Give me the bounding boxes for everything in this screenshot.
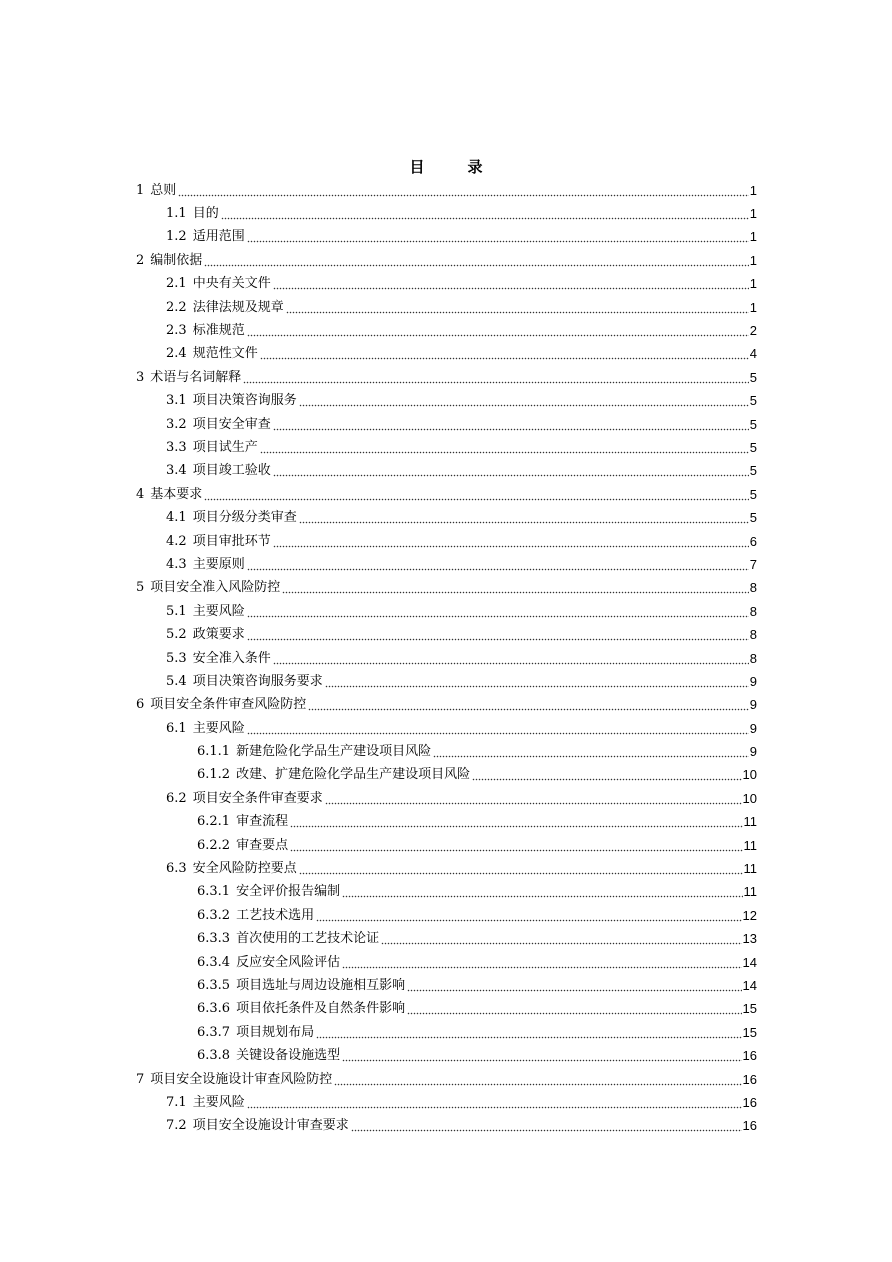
toc-entry[interactable] (136, 343, 757, 366)
toc-entry[interactable] (136, 202, 757, 225)
toc-entry-page: 1 (749, 252, 757, 268)
toc-entry-label: 标准规范 (192, 323, 245, 339)
toc-entry[interactable] (136, 436, 757, 459)
toc-title: 目 录 (409, 158, 497, 176)
toc-entry-label: 新建危险化学品生产建设项目风险 (236, 744, 432, 760)
toc-dot-leader (221, 207, 749, 221)
toc-entry-label: 总则 (150, 182, 177, 198)
toc-dot-leader (472, 768, 741, 782)
toc-entry-number: 4.3 (166, 556, 187, 572)
toc-entry-page: 10 (742, 790, 757, 806)
toc-entry-label: 安全准入条件 (192, 650, 271, 666)
toc-entry-page: 8 (749, 580, 757, 596)
toc-entry-page: 10 (742, 767, 757, 783)
toc-entry-page: 2 (749, 323, 757, 339)
toc-entry-page: 5 (749, 439, 757, 455)
toc-entry-number: 7 (136, 1071, 145, 1087)
toc-entry-label: 术语与名词解释 (150, 369, 242, 385)
toc-dot-leader (299, 394, 749, 408)
toc-entry-number: 6.3.4 (197, 954, 231, 970)
toc-entry-label: 目的 (192, 206, 219, 222)
toc-entry-number: 3.1 (166, 393, 187, 409)
toc-entry-number: 6.3.5 (197, 977, 231, 993)
toc-entry[interactable] (136, 834, 757, 857)
toc-entry-number: 6.3.8 (197, 1048, 231, 1064)
toc-dot-leader (273, 652, 749, 666)
toc-entry-page: 5 (749, 463, 757, 479)
toc-entry[interactable] (136, 1091, 757, 1114)
toc-entry[interactable] (136, 904, 757, 927)
toc-dot-leader (273, 535, 749, 549)
toc-entry-page: 5 (749, 486, 757, 502)
toc-entry[interactable] (136, 647, 757, 670)
toc-entry-page: 11 (743, 814, 757, 830)
toc-entry-page: 5 (749, 369, 757, 385)
toc-entry-label: 项目分级分类审查 (192, 510, 297, 526)
toc-entry-number: 7.2 (166, 1118, 187, 1134)
toc-entry-number: 6.3.2 (197, 907, 231, 923)
toc-entry[interactable] (136, 483, 757, 506)
toc-entry[interactable] (136, 366, 757, 389)
toc-entry-page: 11 (743, 884, 757, 900)
toc-entry-label: 编制依据 (150, 252, 203, 268)
toc-entry[interactable] (136, 951, 757, 974)
toc-entry-number: 5 (136, 580, 145, 596)
toc-entry-number: 6.2.2 (197, 837, 231, 853)
toc-dot-leader (247, 722, 749, 736)
toc-dot-leader (247, 558, 749, 572)
toc-entry-label: 法律法规及规章 (192, 299, 284, 315)
toc-entry-page: 8 (749, 603, 757, 619)
toc-entry-label: 项目依托条件及自然条件影响 (236, 1001, 406, 1017)
toc-entry-page: 11 (743, 837, 757, 853)
toc-entry-label: 政策要求 (192, 627, 245, 643)
toc-entry-label: 审查流程 (236, 814, 289, 830)
toc-dot-leader (381, 932, 741, 946)
toc-entry-number: 6.2 (166, 790, 187, 806)
toc-dot-leader (342, 956, 741, 970)
toc-entry-label: 项目审批环节 (192, 533, 271, 549)
toc-entry[interactable] (136, 998, 757, 1021)
toc-entry-number: 5.3 (166, 650, 187, 666)
toc-entry-label: 反应安全风险评估 (236, 954, 341, 970)
toc-dot-leader (273, 277, 749, 291)
toc-entry[interactable] (136, 1115, 757, 1138)
toc-dot-leader (342, 1049, 741, 1063)
toc-entry-number: 5.1 (166, 603, 187, 619)
toc-entry[interactable] (136, 1044, 757, 1067)
toc-entry[interactable] (136, 577, 757, 600)
toc-entry-label: 基本要求 (150, 486, 203, 502)
toc-dot-leader (299, 862, 743, 876)
toc-entry-label: 项目规划布局 (236, 1024, 315, 1040)
toc-dot-leader (316, 1026, 741, 1040)
toc-entry[interactable] (136, 413, 757, 436)
toc-entry-page: 15 (742, 1001, 757, 1017)
toc-entry[interactable] (136, 530, 757, 553)
toc-entry-label: 关键设备设施选型 (236, 1048, 341, 1064)
toc-entry-label: 中央有关文件 (192, 276, 271, 292)
toc-entry-page: 1 (749, 299, 757, 315)
toc-dot-leader (273, 464, 749, 478)
toc-entry-number: 2.2 (166, 299, 187, 315)
toc-entry-label: 安全评价报告编制 (236, 884, 341, 900)
toc-entry-number: 5.4 (166, 673, 187, 689)
toc-entry-page: 11 (743, 861, 757, 877)
toc-entry[interactable] (136, 881, 757, 904)
toc-entry-number: 6.2.1 (197, 814, 231, 830)
toc-entry-number: 6.1 (166, 720, 187, 736)
toc-entry-page: 8 (749, 650, 757, 666)
toc-dot-leader (308, 698, 748, 712)
toc-entry[interactable] (136, 460, 757, 483)
toc-entry-page: 16 (742, 1094, 757, 1110)
toc-entry-label: 项目安全设施设计审查要求 (192, 1118, 349, 1134)
toc-entry-number: 6.1.2 (197, 767, 231, 783)
toc-entry-page: 16 (742, 1118, 757, 1134)
toc-dot-leader (204, 488, 748, 502)
toc-dot-leader (247, 1096, 742, 1110)
toc-entry-label: 项目决策咨询服务 (192, 393, 297, 409)
toc-entry-page: 8 (749, 627, 757, 643)
toc-entry-label: 主要风险 (192, 1094, 245, 1110)
toc-dot-leader (342, 885, 742, 899)
toc-entry-number: 5.2 (166, 627, 187, 643)
toc-entry-number: 6.1.1 (197, 744, 231, 760)
toc-entry-label: 项目选址与周边设施相互影响 (236, 977, 406, 993)
toc-entry-number: 6.3.7 (197, 1024, 231, 1040)
toc-entry-page: 1 (749, 182, 757, 198)
toc-entry-page: 13 (742, 931, 757, 947)
toc-entry-number: 6.3.6 (197, 1001, 231, 1017)
toc-entry-number: 6.3 (166, 861, 187, 877)
toc-entry-page: 9 (749, 673, 757, 689)
toc-entry-page: 14 (742, 954, 757, 970)
toc-dot-leader (273, 418, 749, 432)
toc-entry-number: 6.3.1 (197, 884, 231, 900)
toc-entry-page: 9 (749, 697, 757, 713)
toc-entry-page: 16 (742, 1071, 757, 1087)
toc-entry[interactable] (136, 390, 757, 413)
toc-entry-page: 9 (749, 720, 757, 736)
table-of-contents (136, 179, 757, 1138)
toc-dot-leader (299, 511, 749, 525)
toc-entry[interactable] (136, 811, 757, 834)
toc-dot-leader (433, 745, 749, 759)
toc-entry-number: 2.3 (166, 323, 187, 339)
toc-dot-leader (260, 347, 749, 361)
toc-entry[interactable] (136, 319, 757, 342)
toc-entry[interactable] (136, 1068, 757, 1091)
toc-entry-number: 2.1 (166, 276, 187, 292)
toc-dot-leader (334, 1073, 741, 1087)
toc-dot-leader (325, 675, 749, 689)
toc-dot-leader (407, 1002, 741, 1016)
toc-entry[interactable] (136, 764, 757, 787)
toc-entry-label: 工艺技术选用 (236, 907, 315, 923)
toc-entry-number: 3.4 (166, 463, 187, 479)
toc-entry[interactable] (136, 249, 757, 272)
toc-entry-number: 7.1 (166, 1094, 187, 1110)
toc-entry-label: 项目决策咨询服务要求 (192, 673, 323, 689)
toc-dot-leader (407, 979, 741, 993)
toc-entry[interactable] (136, 273, 757, 296)
toc-entry-page: 16 (742, 1048, 757, 1064)
toc-entry[interactable] (136, 787, 757, 810)
toc-dot-leader (290, 815, 742, 829)
toc-entry-label: 首次使用的工艺技术论证 (236, 931, 380, 947)
toc-entry-number: 6 (136, 697, 145, 713)
toc-entry-number: 4.2 (166, 533, 187, 549)
toc-entry-label: 项目安全设施设计审查风险防控 (150, 1071, 333, 1087)
toc-entry-label: 审查要点 (236, 837, 289, 853)
toc-entry-label: 主要原则 (192, 556, 245, 572)
toc-dot-leader (316, 909, 741, 923)
toc-entry-label: 项目安全审查 (192, 416, 271, 432)
toc-dot-leader (260, 441, 749, 455)
toc-entry-number: 4 (136, 486, 145, 502)
toc-entry[interactable] (136, 623, 757, 646)
toc-entry-page: 15 (742, 1024, 757, 1040)
toc-entry[interactable] (136, 1021, 757, 1044)
toc-entry[interactable] (136, 857, 757, 880)
toc-entry-number: 2 (136, 252, 145, 268)
toc-entry-label: 项目竣工验收 (192, 463, 271, 479)
toc-entry[interactable] (136, 226, 757, 249)
toc-entry[interactable] (136, 179, 757, 202)
toc-entry-number: 6.3.3 (197, 931, 231, 947)
toc-entry-number: 1 (136, 182, 145, 198)
toc-entry[interactable] (136, 506, 757, 529)
toc-entry[interactable] (136, 740, 757, 763)
toc-entry-label: 项目安全准入风险防控 (150, 580, 281, 596)
toc-entry-page: 6 (749, 533, 757, 549)
toc-dot-leader (247, 628, 749, 642)
toc-entry-page: 12 (742, 907, 757, 923)
toc-entry-number: 3.3 (166, 439, 187, 455)
toc-entry-page: 4 (749, 346, 757, 362)
toc-entry-number: 4.1 (166, 510, 187, 526)
toc-entry-page: 7 (749, 556, 757, 572)
toc-dot-leader (247, 230, 749, 244)
toc-entry-label: 主要风险 (192, 720, 245, 736)
toc-entry-label: 适用范围 (192, 229, 245, 245)
toc-dot-leader (286, 301, 749, 315)
toc-entry[interactable] (136, 974, 757, 997)
toc-entry-label: 改建、扩建危险化学品生产建设项目风险 (236, 767, 471, 783)
toc-entry-number: 1.2 (166, 229, 187, 245)
toc-dot-leader (247, 324, 749, 338)
toc-entry-label: 项目安全条件审查要求 (192, 790, 323, 806)
toc-dot-leader (204, 254, 748, 268)
toc-entry-page: 1 (749, 206, 757, 222)
toc-entry-number: 3 (136, 369, 145, 385)
toc-entry[interactable] (136, 694, 757, 717)
toc-dot-leader (178, 184, 748, 198)
toc-entry-page: 1 (749, 276, 757, 292)
toc-dot-leader (282, 581, 748, 595)
toc-entry-label: 主要风险 (192, 603, 245, 619)
toc-entry-page: 1 (749, 229, 757, 245)
toc-entry-number: 2.4 (166, 346, 187, 362)
toc-entry-label: 安全风险防控要点 (192, 861, 297, 877)
toc-entry-label: 项目试生产 (192, 439, 258, 455)
toc-entry-page: 9 (749, 744, 757, 760)
toc-entry[interactable] (136, 670, 757, 693)
toc-entry-page: 5 (749, 416, 757, 432)
toc-entry-page: 14 (742, 977, 757, 993)
toc-entry[interactable] (136, 296, 757, 319)
toc-dot-leader (351, 1119, 742, 1133)
toc-entry-label: 项目安全条件审查风险防控 (150, 697, 307, 713)
toc-entry-label: 规范性文件 (192, 346, 258, 362)
toc-entry-number: 1.1 (166, 206, 187, 222)
toc-entry-page: 5 (749, 510, 757, 526)
toc-entry[interactable] (136, 717, 757, 740)
toc-dot-leader (325, 792, 742, 806)
toc-entry-page: 5 (749, 393, 757, 409)
toc-dot-leader (290, 839, 742, 853)
toc-entry-number: 3.2 (166, 416, 187, 432)
toc-entry[interactable] (136, 928, 757, 951)
toc-entry[interactable] (136, 600, 757, 623)
toc-dot-leader (243, 371, 748, 385)
toc-entry[interactable] (136, 553, 757, 576)
toc-dot-leader (247, 605, 749, 619)
